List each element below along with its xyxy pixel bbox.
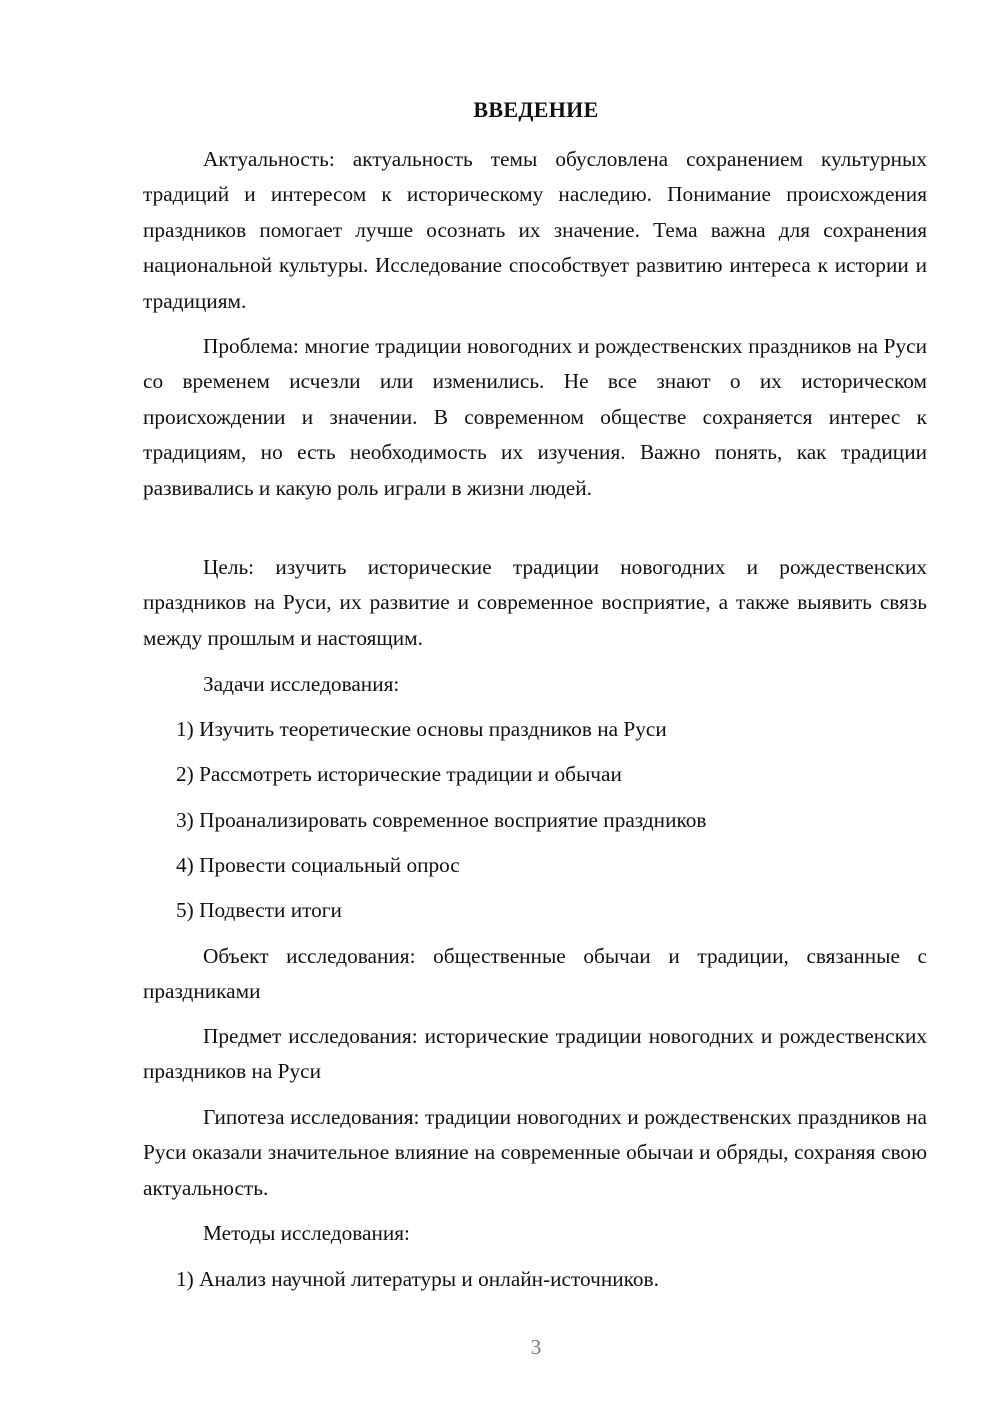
- hypothesis-paragraph: Гипотеза исследования: традиции новогодних и рождественских праздников на Руси оказали значительное влияние на современные обычаи и обряды, сохраняя свою актуальность.: [143, 1105, 927, 1200]
- page-number: 3: [530, 1335, 542, 1359]
- task-item: 2) Рассмотреть исторические традиции и обычаи: [176, 762, 622, 786]
- task-item: 3) Проанализировать современное восприятие праздников: [176, 808, 707, 832]
- subject-paragraph: Предмет исследования: исторические традиции новогодних и рождественских праздников на Руси: [143, 1024, 927, 1084]
- task-item: 5) Подвести итоги: [176, 898, 342, 922]
- page-title: ВВЕДЕНИЕ: [473, 97, 599, 122]
- tasks-heading: Задачи исследования:: [203, 672, 400, 696]
- methods-heading: Методы исследования:: [203, 1221, 410, 1245]
- task-item: 1) Изучить теоретические основы праздников на Руси: [176, 717, 667, 741]
- task-item: 4) Провести социальный опрос: [176, 853, 460, 877]
- object-paragraph: Объект исследования: общественные обычаи и традиции, связанные с праздниками: [143, 944, 927, 1004]
- problem-paragraph: Проблема: многие традиции новогодних и рождественских праздников на Руси со временем исчезли или изменились. Не все знают о их историческом происхождении и значении. В современном обществе сохраняется интерес к традициям, но есть необходимость их изучения. Важно понять, как традиции развивались и какую роль играли в жизни людей.: [143, 334, 927, 500]
- method-item: 1) Анализ научной литературы и онлайн-источников.: [176, 1267, 659, 1291]
- goal-paragraph: Цель: изучить исторические традиции новогодних и рождественских праздников на Руси, их развитие и современное восприятие, а также выявить связь между прошлым и настоящим.: [143, 555, 927, 650]
- relevance-paragraph: Актуальность: актуальность темы обусловлена сохранением культурных традиций и интересом к историческому наследию. Понимание происхождения праздников помогает лучше осознать их значение. Тема важна для сохранения национальной культуры. Исследование способствует развитию интереса к истории и традициям.: [143, 147, 927, 313]
